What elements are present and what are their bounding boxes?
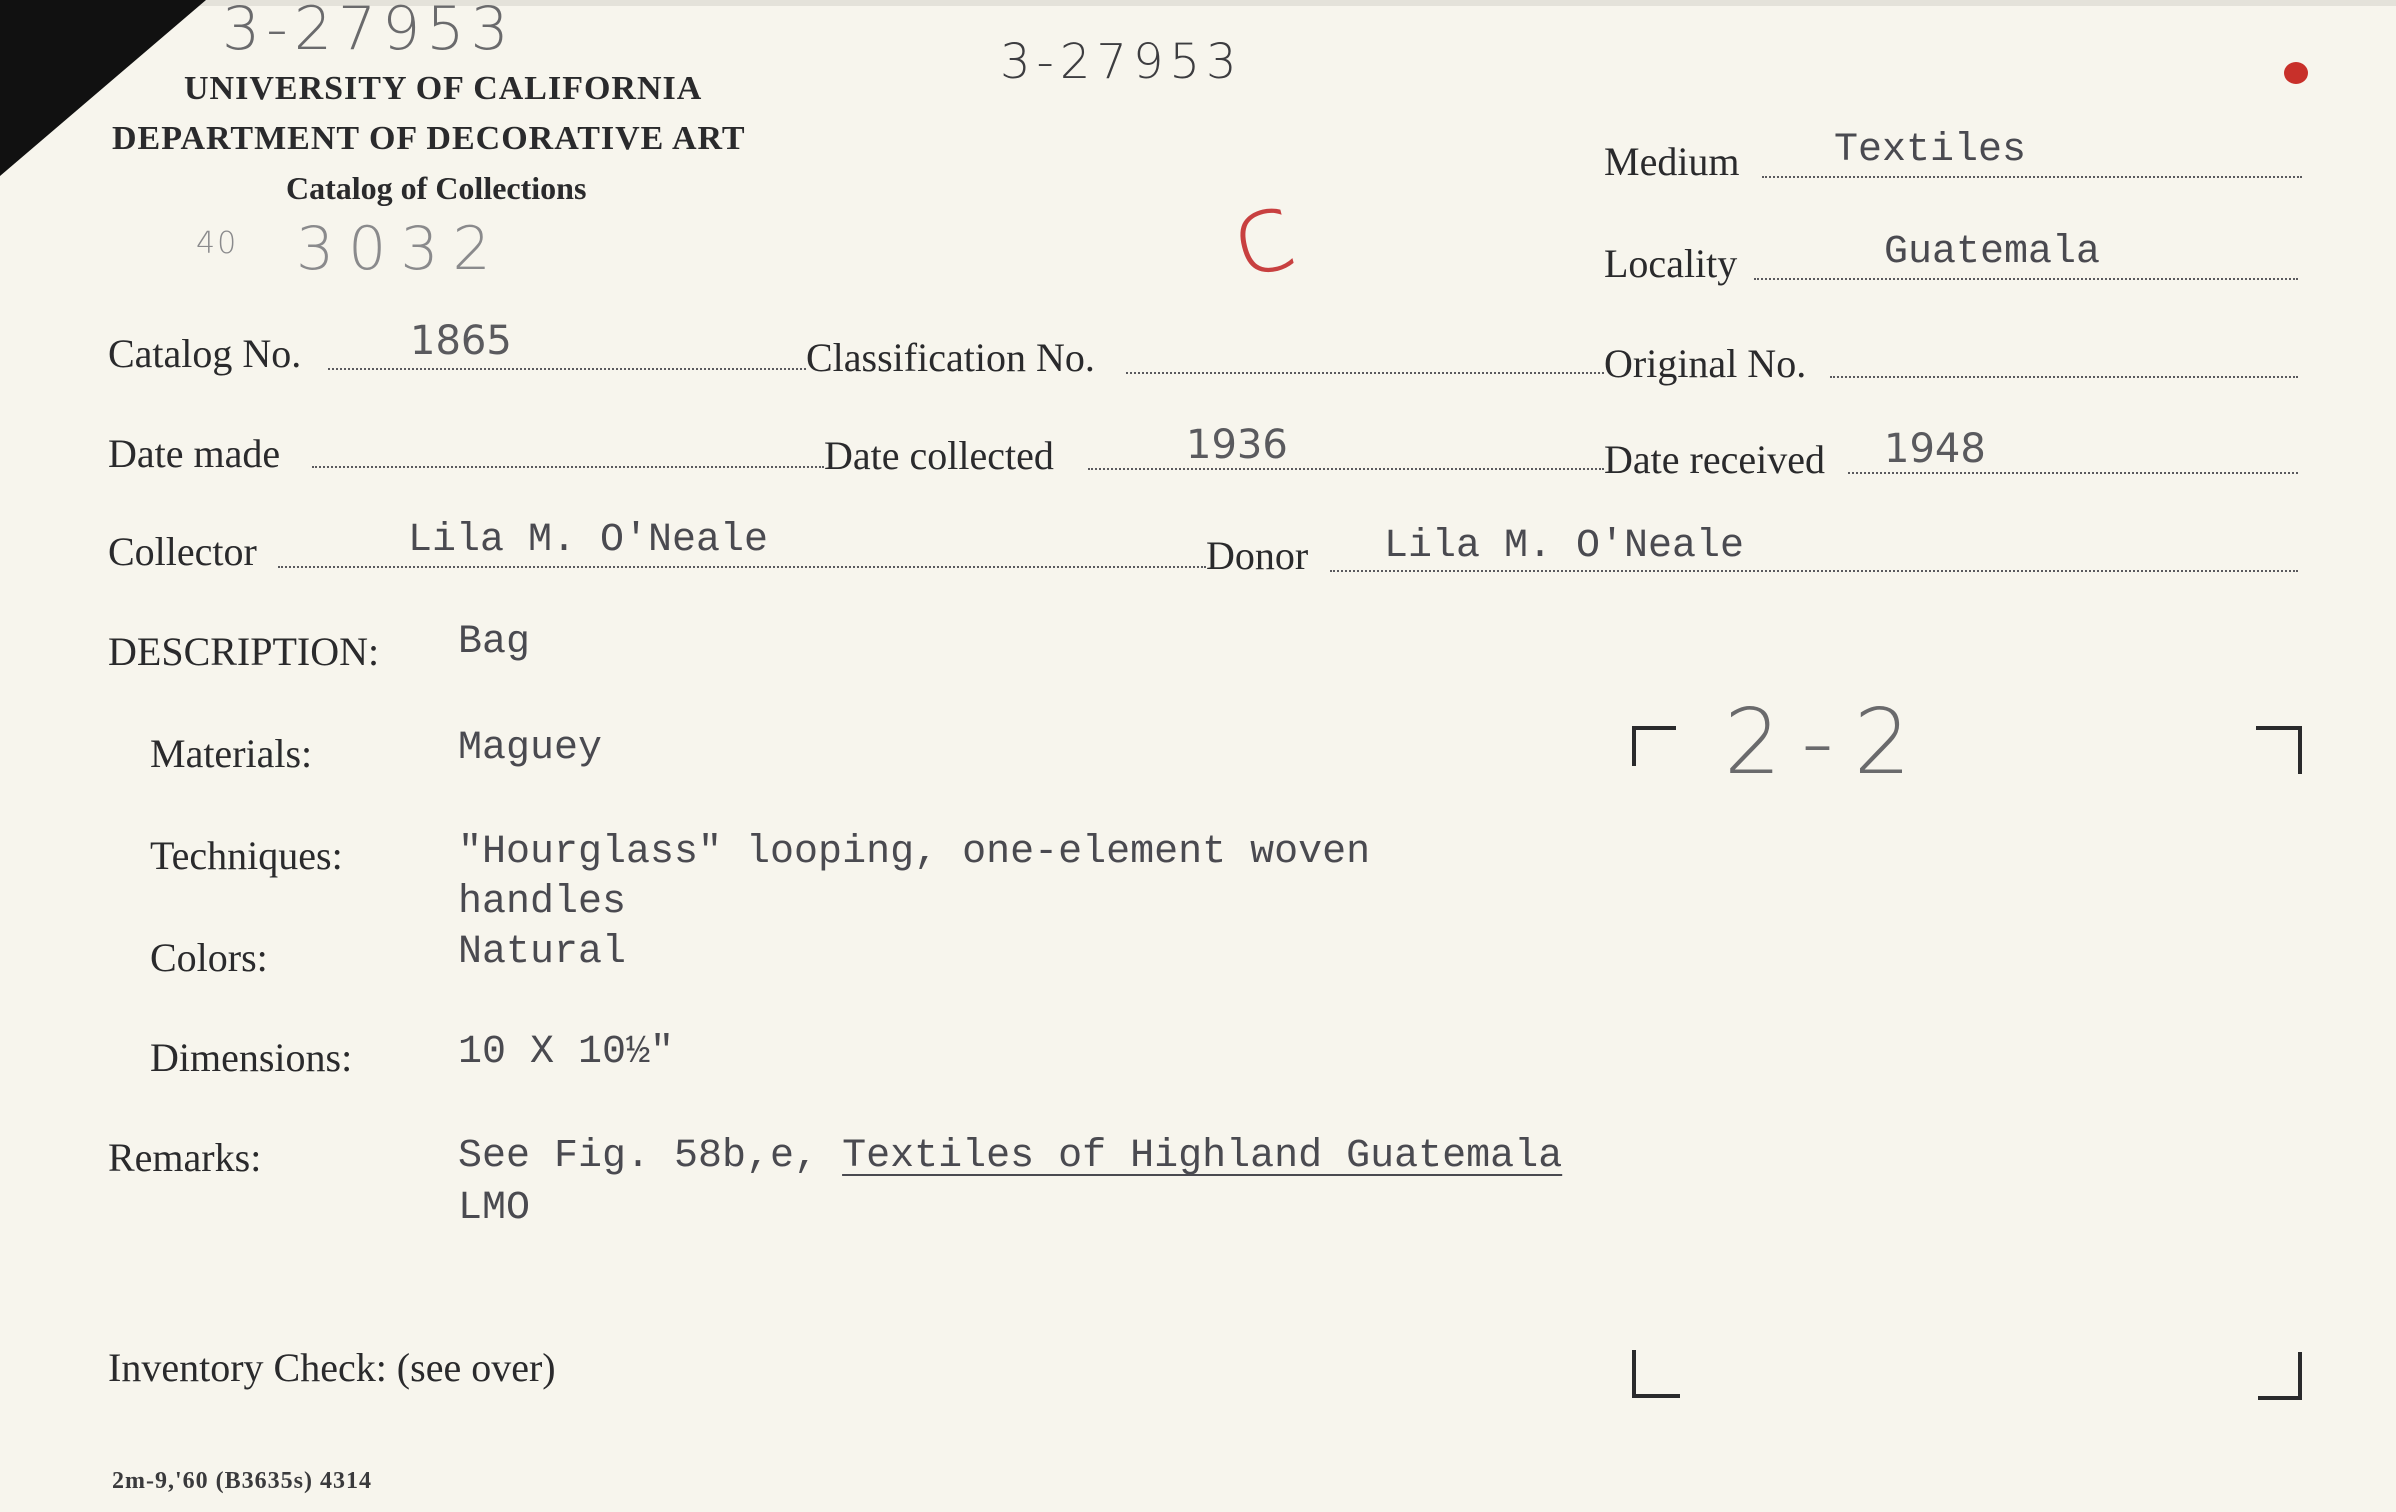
inventory-check: Inventory Check: (see over) [108, 1345, 556, 1390]
medium-label: Medium [1604, 139, 1740, 184]
red-dot [2284, 62, 2308, 84]
collector-dotted-line [278, 566, 1206, 568]
date-made-dotted-line [312, 466, 824, 468]
catalog-no-value: 1865 [410, 318, 512, 364]
remarks-value [458, 1134, 1562, 1179]
techniques-value-line1: "Hourglass" looping, one-element woven [458, 830, 1371, 875]
collector-value: Lila M. O'Neale [408, 518, 769, 563]
remarks-label: Remarks: [108, 1135, 262, 1180]
colors-label: Colors: [150, 935, 268, 980]
bracket-top-left [1632, 726, 1676, 766]
top-center-number: 3-27953 [1000, 34, 1243, 90]
bracket-top-right [2256, 726, 2302, 774]
top-left-number: 3-27953 [222, 0, 515, 64]
locality-value: Guatemala [1884, 230, 2101, 275]
old-number: 3032 [296, 214, 505, 284]
remarks-book-title: Textiles of Highland Guatemala [842, 1134, 1563, 1179]
locality-label: Locality [1604, 241, 1738, 286]
dimensions-value: 10 X 10½" [458, 1030, 675, 1075]
locality-dotted-line [1754, 278, 2298, 280]
donor-dotted-line [1330, 570, 2298, 572]
date-received-label: Date received [1604, 437, 1825, 482]
colors-value: Natural [458, 930, 627, 975]
materials-value: Maguey [458, 726, 603, 771]
remarks-prefix: See Fig. 58b,e, [458, 1134, 819, 1179]
bracket-bottom-right [2258, 1352, 2302, 1400]
date-collected-dotted-line [1088, 468, 1604, 470]
techniques-value-line2: handles [458, 880, 627, 925]
header-department: DEPARTMENT OF DECORATIVE ART [112, 120, 746, 157]
remarks-initials: LMO [458, 1186, 531, 1231]
box-number: 2-2 [1724, 690, 1931, 795]
date-received-value: 1948 [1884, 426, 1986, 472]
medium-value: Textiles [1834, 128, 2027, 173]
header-catalog-of-collections: Catalog of Collections [286, 170, 587, 206]
bracket-bottom-left [1632, 1350, 1680, 1398]
date-collected-value: 1936 [1186, 422, 1288, 468]
donor-value: Lila M. O'Neale [1384, 524, 1745, 569]
original-no-label: Original No. [1604, 341, 1807, 386]
print-code: 2m-9,'60 (B3635s) 4314 [112, 1468, 372, 1494]
classification-no-dotted-line [1126, 372, 1604, 374]
techniques-label: Techniques: [150, 833, 343, 878]
old-number-prefix: 40 [196, 226, 239, 261]
catalog-no-dotted-line [328, 368, 806, 370]
medium-dotted-line [1762, 176, 2302, 178]
dimensions-label: Dimensions: [150, 1035, 353, 1080]
date-made-label: Date made [108, 431, 281, 476]
collector-label: Collector [108, 529, 257, 574]
header-university: UNIVERSITY OF CALIFORNIA [184, 70, 703, 107]
description-label: DESCRIPTION: [108, 629, 380, 674]
original-no-dotted-line [1830, 376, 2298, 378]
red-check-mark: c [1217, 164, 1308, 304]
date-received-dotted-line [1848, 472, 2298, 474]
description-value: Bag [458, 620, 531, 665]
catalog-no-label: Catalog No. [108, 331, 302, 376]
date-collected-label: Date collected [824, 433, 1054, 478]
materials-label: Materials: [150, 731, 313, 776]
donor-label: Donor [1206, 533, 1309, 578]
classification-no-label: Classification No. [806, 335, 1095, 380]
